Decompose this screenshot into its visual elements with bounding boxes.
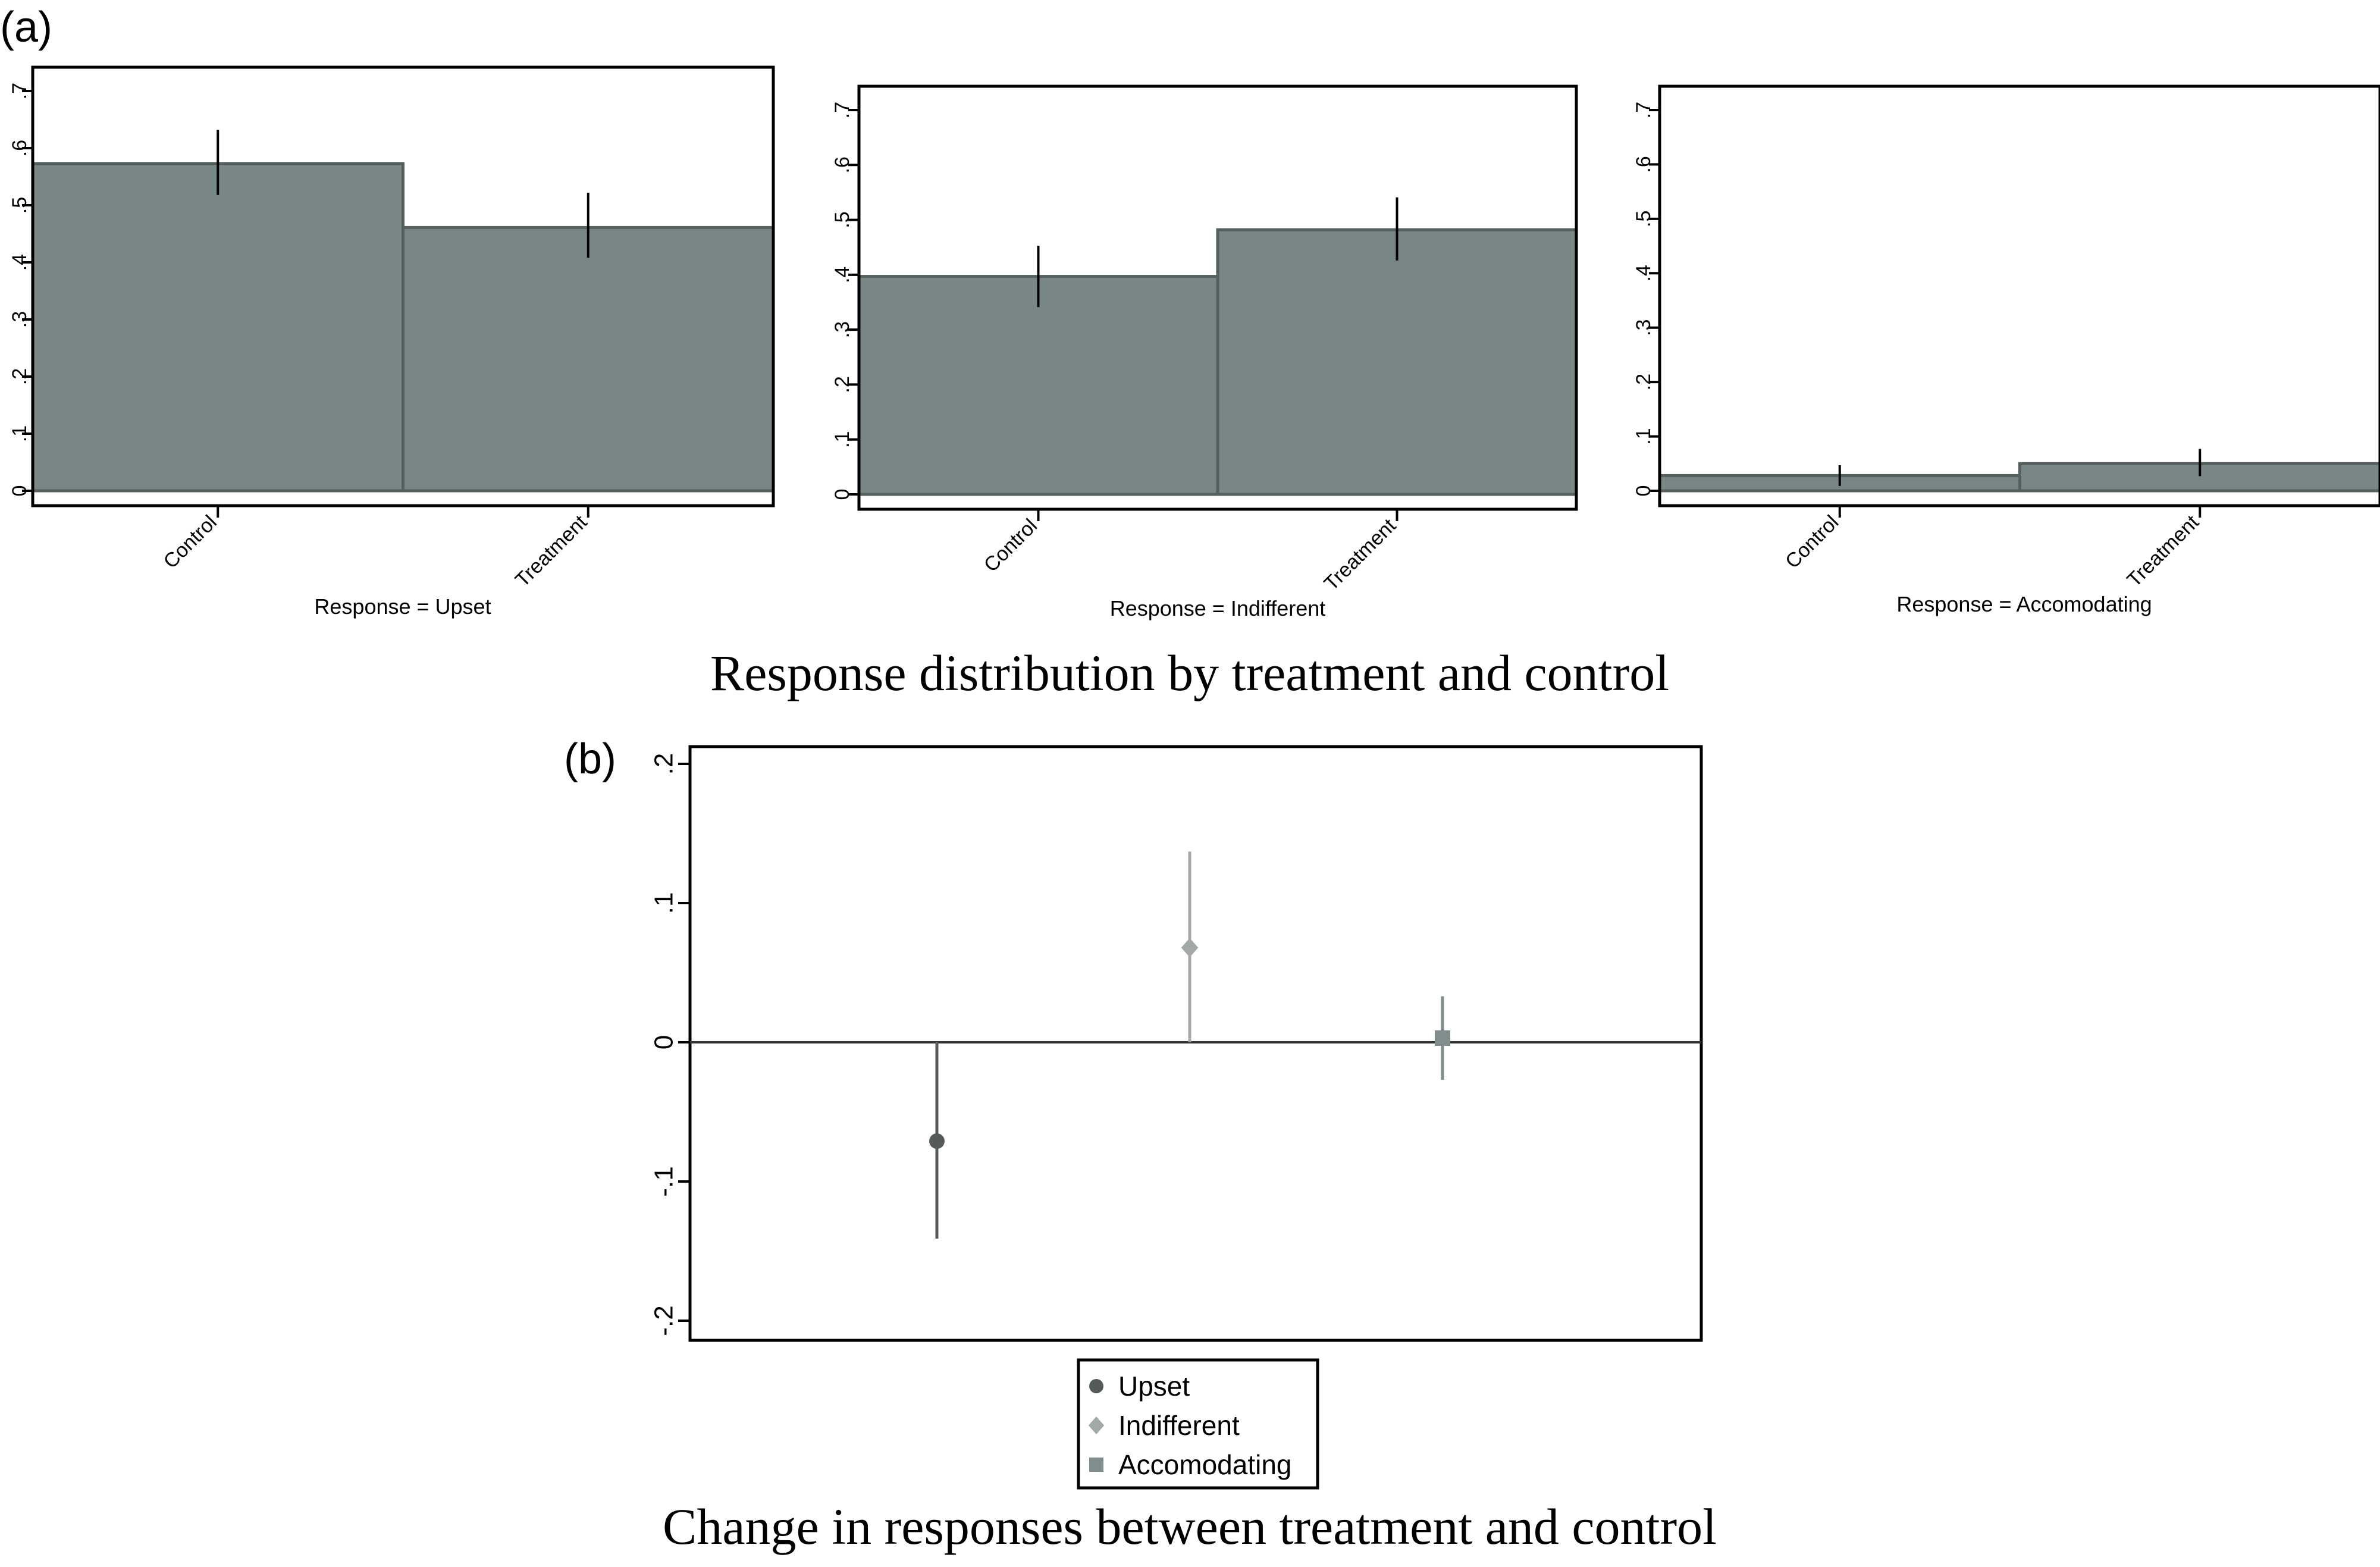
y-tick-label: .3	[8, 311, 31, 328]
bar-control	[859, 277, 1218, 494]
x-tick-label: Control	[979, 514, 1042, 577]
x-tick-label: Control	[159, 510, 221, 573]
y-tick-label: .4	[8, 253, 31, 271]
y-tick-label: 0	[1632, 485, 1655, 497]
legend-label-upset: Upset	[1118, 1371, 1190, 1402]
y-tick-label: .4	[830, 266, 854, 284]
y-tick-label: .7	[1632, 101, 1655, 119]
y-tick-label: .1	[8, 425, 31, 443]
legend-label-indifferent: Indifferent	[1118, 1410, 1240, 1441]
panel-a-label: (a)	[0, 4, 52, 51]
panel-b-caption: Change in responses between treatment and control	[663, 1498, 1717, 1555]
point-indifferent	[1181, 938, 1199, 958]
y-tick-label: .4	[1632, 265, 1655, 282]
x-tick-label: Treatment	[2122, 510, 2203, 592]
panel-a-bar-charts	[8, 67, 2380, 620]
y-tick-label: 0	[649, 1035, 679, 1050]
y-tick-label: .6	[1632, 156, 1655, 173]
y-tick-label: .5	[1632, 210, 1655, 228]
y-tick-label: .6	[8, 139, 31, 157]
legend	[1078, 1360, 1318, 1488]
chart-subtitle: Response = Accomodating	[1896, 592, 2152, 616]
y-tick-label: .1	[649, 892, 679, 914]
y-tick-label: 0	[830, 488, 854, 500]
bar-chart-2	[831, 86, 1576, 620]
y-tick-label: .1	[830, 431, 854, 448]
y-tick-label: .2	[8, 368, 31, 386]
y-tick-label: -.1	[649, 1166, 679, 1197]
bar-control	[33, 164, 403, 491]
point-upset	[929, 1133, 945, 1149]
x-tick-label: Treatment	[1319, 514, 1401, 596]
point-accomodating	[1435, 1030, 1450, 1046]
y-tick-label: .5	[830, 211, 854, 228]
y-tick-label: .2	[649, 753, 679, 775]
y-tick-label: .7	[8, 82, 31, 100]
legend-label-accomodating: Accomodating	[1118, 1449, 1292, 1481]
y-tick-label: .3	[1632, 319, 1655, 336]
x-tick-label: Control	[1781, 510, 1843, 573]
panel-a-caption: Response distribution by treatment and control	[710, 644, 1670, 701]
y-tick-label: .2	[1632, 373, 1655, 391]
legend-marker-upset	[1089, 1379, 1103, 1393]
panel-b-label: (b)	[564, 735, 616, 783]
x-tick-label: Treatment	[510, 510, 592, 592]
y-tick-label: 0	[8, 485, 31, 497]
bar-chart-3	[1632, 86, 2380, 616]
y-tick-label: .3	[830, 321, 854, 339]
y-tick-label: .5	[8, 196, 31, 214]
legend-marker-accomodating	[1089, 1458, 1103, 1472]
bar-treatment	[403, 227, 774, 491]
panel-b-change-plot	[649, 747, 1701, 1488]
y-tick-label: .2	[830, 376, 854, 393]
y-tick-label: -.2	[649, 1305, 679, 1336]
bar-treatment	[1218, 230, 1576, 494]
chart-subtitle: Response = Indifferent	[1109, 596, 1326, 620]
y-tick-label: .7	[830, 101, 854, 119]
y-tick-label: .6	[830, 156, 854, 174]
y-tick-label: .1	[1632, 428, 1655, 445]
chart-subtitle: Response = Upset	[314, 594, 491, 619]
bar-chart-1	[8, 67, 773, 619]
plot-frame	[1660, 86, 2380, 506]
